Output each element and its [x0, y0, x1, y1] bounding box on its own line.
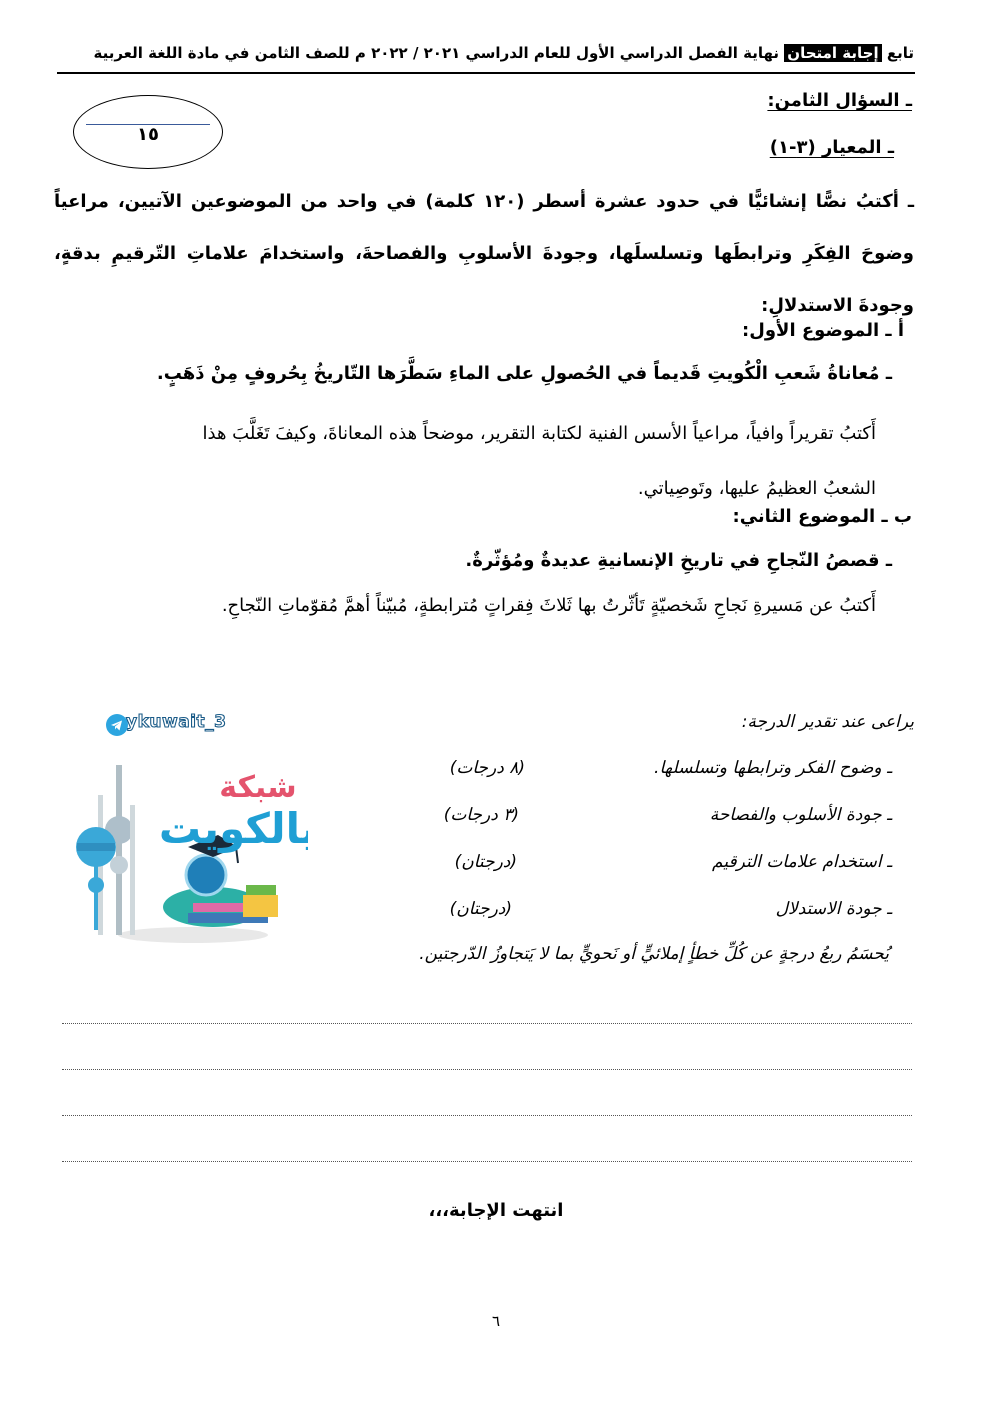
header-prefix: تابع — [886, 44, 914, 62]
topic-a-line-2: الشعبُ العظيمُ عليها، وتَوصِياتي. — [637, 478, 876, 499]
grading-points-4: (درجتان) — [449, 899, 512, 919]
grading-criterion-3: ـ استخدام علامات الترقيم — [712, 852, 892, 872]
end-of-answers: انتهت الإجابة،،، — [428, 1200, 564, 1221]
topic-a-title: ـ مُعاناةُ شَعبِ الْكُويتِ قَديماً في الحُصولِ على الماءِ سَطَّرَها التّاريخُ بِحُروفٍ مِنْ ذَهَبٍ. — [156, 363, 892, 384]
grading-intro: يراعى عند تقدير الدرجة: — [741, 712, 914, 732]
page-number: ٦ — [491, 1312, 501, 1330]
header-rule — [57, 72, 915, 74]
topic-b-title: ـ قصصُ النّجاحِ في تاريخِ الإنسانيةِ عديدةٌ ومُؤثّرةٌ. — [465, 550, 892, 571]
header-highlight: إجابة امتحان — [784, 44, 881, 62]
question-title: ـ السؤال الثامن: — [767, 90, 912, 111]
grading-points-1: (٨ درجات) — [449, 758, 525, 778]
task-instructions: ـ أكتبُ نصًّا إنشائيًّا في حدود عشرة أسطر (١٢٠ كلمة) في واحد من الموضوعين الآتيين، مراعياً وضوحَ الفِكَرِ وترابطَها وتسلسلَها، وجودةَ الأسلوبِ والفصاحةَ، واستخدامَ علاماتِ التّرقيمِ بدقةٍ، وجودةَ الاستدلالِ: — [54, 191, 914, 316]
topic-a-body — [76, 406, 876, 516]
topic-b-body: أَكتبُ عن مَسيرةِ نَجاحِ شَخصيّةٍ تَأثّرتُ بها ثَلاثَ فِقراتٍ مُترابطةٍ، مُبيّناً أهمَّ مُقوّماتِ النّجاحِ. — [221, 595, 876, 616]
site-logo — [68, 735, 308, 950]
answer-line-3 — [62, 1115, 912, 1116]
question-criterion: ـ المعيار (٣-١) — [769, 137, 894, 158]
kuwait-towers-logo — [68, 735, 308, 950]
grading-deduction: يُحسَمُ ربعُ درجةٍ عن كُلِّ خطأٍ إملائيٍّ أو نَحويٍّ بما لا يَتجاوزُ الدّرجتين. — [419, 944, 889, 964]
answer-line-4 — [62, 1161, 912, 1162]
answer-line-1 — [62, 1023, 912, 1024]
logo-brand-top: شبكة — [219, 770, 297, 805]
logo-brand-main: يالكويت — [158, 804, 308, 853]
grading-points-2: (٣ درجات) — [443, 805, 519, 825]
header-title: نهاية الفصل الدراسي الأول للعام الدراسي ٢٠٢١ / ٢٠٢٢ م للصف الثامن في مادة اللغة العربية — [93, 44, 780, 62]
grading-criterion-4: ـ جودة الاستدلال — [775, 899, 892, 919]
topic-b-label: ب ـ الموضوع الثاني: — [732, 506, 912, 527]
page-header — [54, 44, 914, 62]
topic-a-label: أ ـ الموضوع الأول: — [742, 320, 904, 341]
score-value: ١٥ — [137, 124, 159, 145]
grading-criterion-1: ـ وضوح الفكر وترابطها وتسلسلها. — [654, 758, 892, 778]
topic-a-line-1: أَكتبُ تقريراً وافياً، مراعياً الأسس الفنية لكتابة التقرير، موضحاً هذه المعاناةَ، وكيفَ تَغَلَّبَ هذا — [202, 423, 876, 444]
telegram-icon — [106, 714, 128, 736]
grading-criterion-2: ـ جودة الأسلوب والفصاحة — [709, 805, 892, 825]
answer-line-2 — [62, 1069, 912, 1070]
logo-handle: ykuwait_3 — [126, 712, 227, 732]
grading-points-3: (درجتان) — [454, 852, 517, 872]
